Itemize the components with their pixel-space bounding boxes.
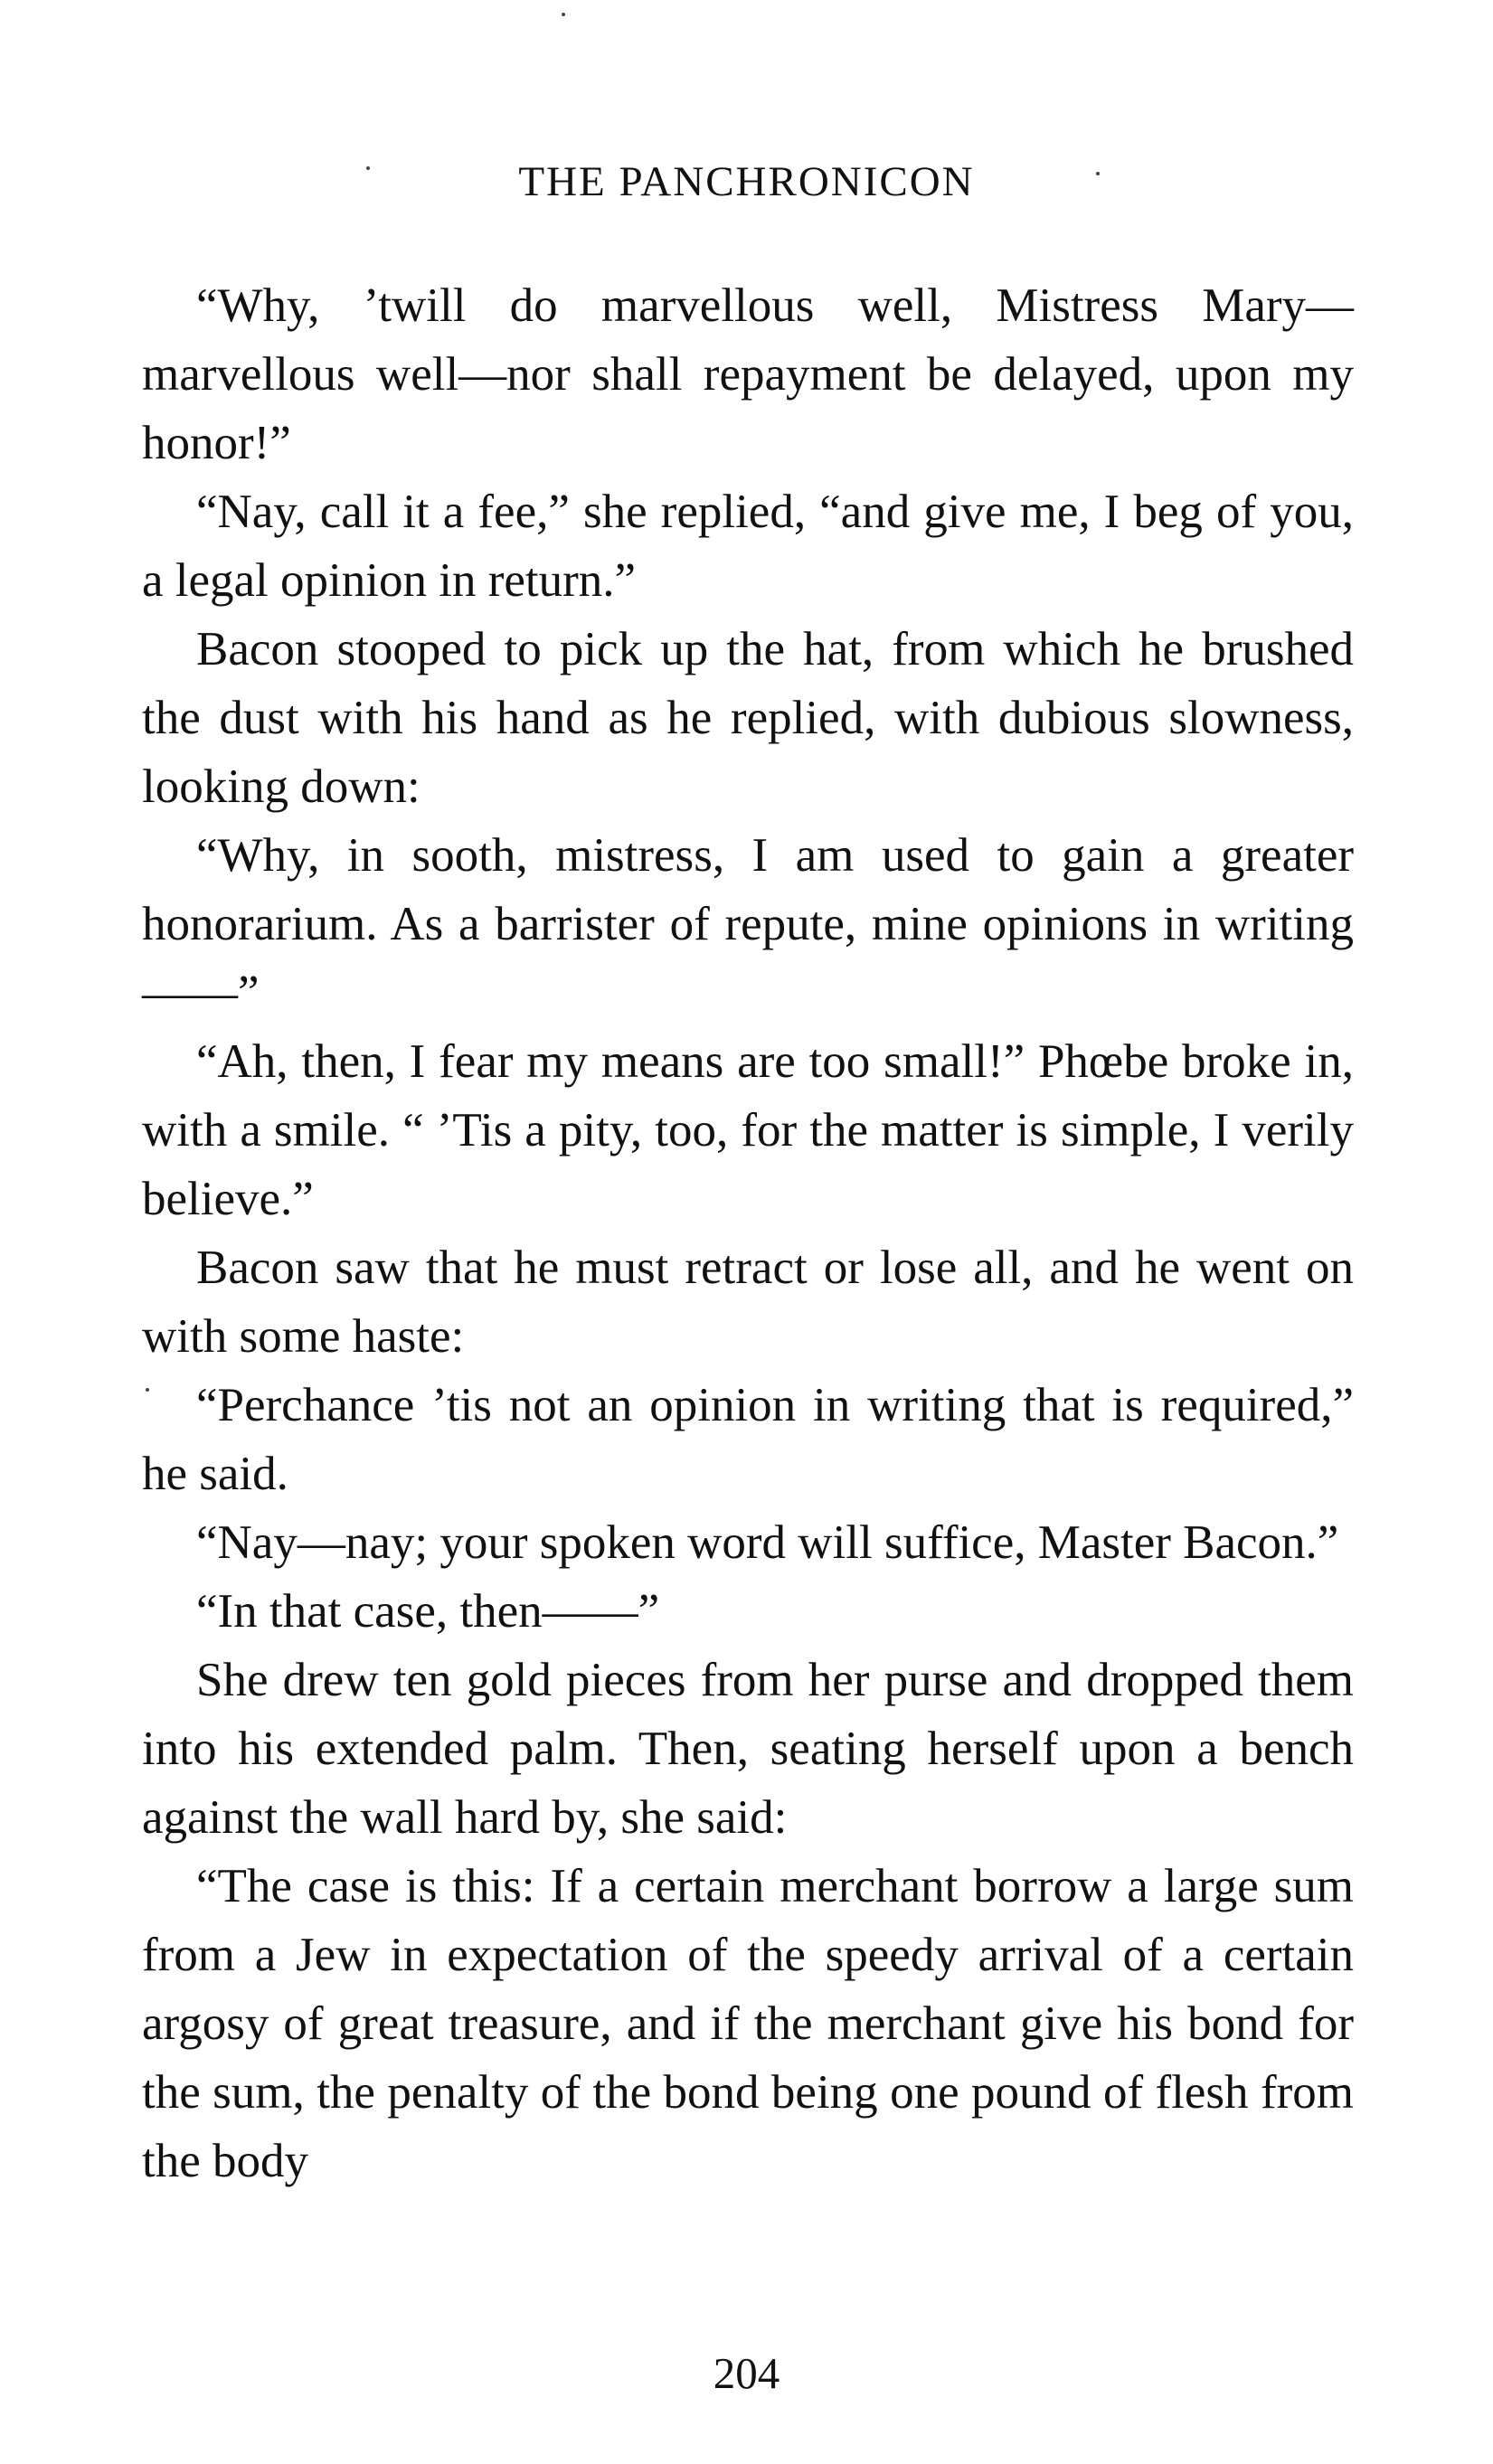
paragraph: Bacon stooped to pick up the hat, from which he brushed the dust with his hand as he replied, with dubious slowness, looking down: — [142, 623, 1354, 813]
paragraph: “Perchance ’tis not an opinion in writing that is required,” he said. — [142, 1379, 1354, 1500]
paragraph: Bacon saw that he must retract or lose all, and he went on with some haste: — [142, 1241, 1354, 1363]
paragraph: “Why, ’twill do marvellous well, Mistress Mary—marvellous well—nor shall repayment be delayed, upon my honor!” — [142, 279, 1354, 469]
paragraph: “The case is this: If a certain merchant borrow a large sum from a Jew in expectation of the speedy arrival of a certain argosy of great treasure, and if the merchant give his bond for the sum, the penalty of the bond being one pound of flesh from the body — [142, 1860, 1354, 2187]
print-speck — [562, 13, 565, 16]
page-number: 204 — [713, 2348, 780, 2398]
paragraph: “Nay—nay; your spoken word will suffice, Master Bacon.” — [196, 1516, 1339, 1569]
body-text — [142, 271, 1354, 2195]
paragraph: “In that case, then——” — [196, 1585, 660, 1638]
running-head: THE PANCHRONICON — [518, 158, 975, 205]
paragraph: She drew ten gold pieces from her purse and dropped them into his extended palm. Then, seating herself upon a bench against the wall hard by, she said: — [142, 1654, 1354, 1844]
paragraph: “Ah, then, I fear my means are too small!” Phœbe broke in, with a smile. “ ’Tis a pity, too, for the matter is simple, I verily believe.” — [142, 1035, 1354, 1225]
paragraph: “Nay, call it a fee,” she replied, “and give me, I beg of you, a legal opinion in return.” — [142, 486, 1354, 607]
paragraph: “Why, in sooth, mistress, I am used to gain a greater honorarium. As a barrister of repute, mine opinions in writing——” — [142, 829, 1354, 1019]
